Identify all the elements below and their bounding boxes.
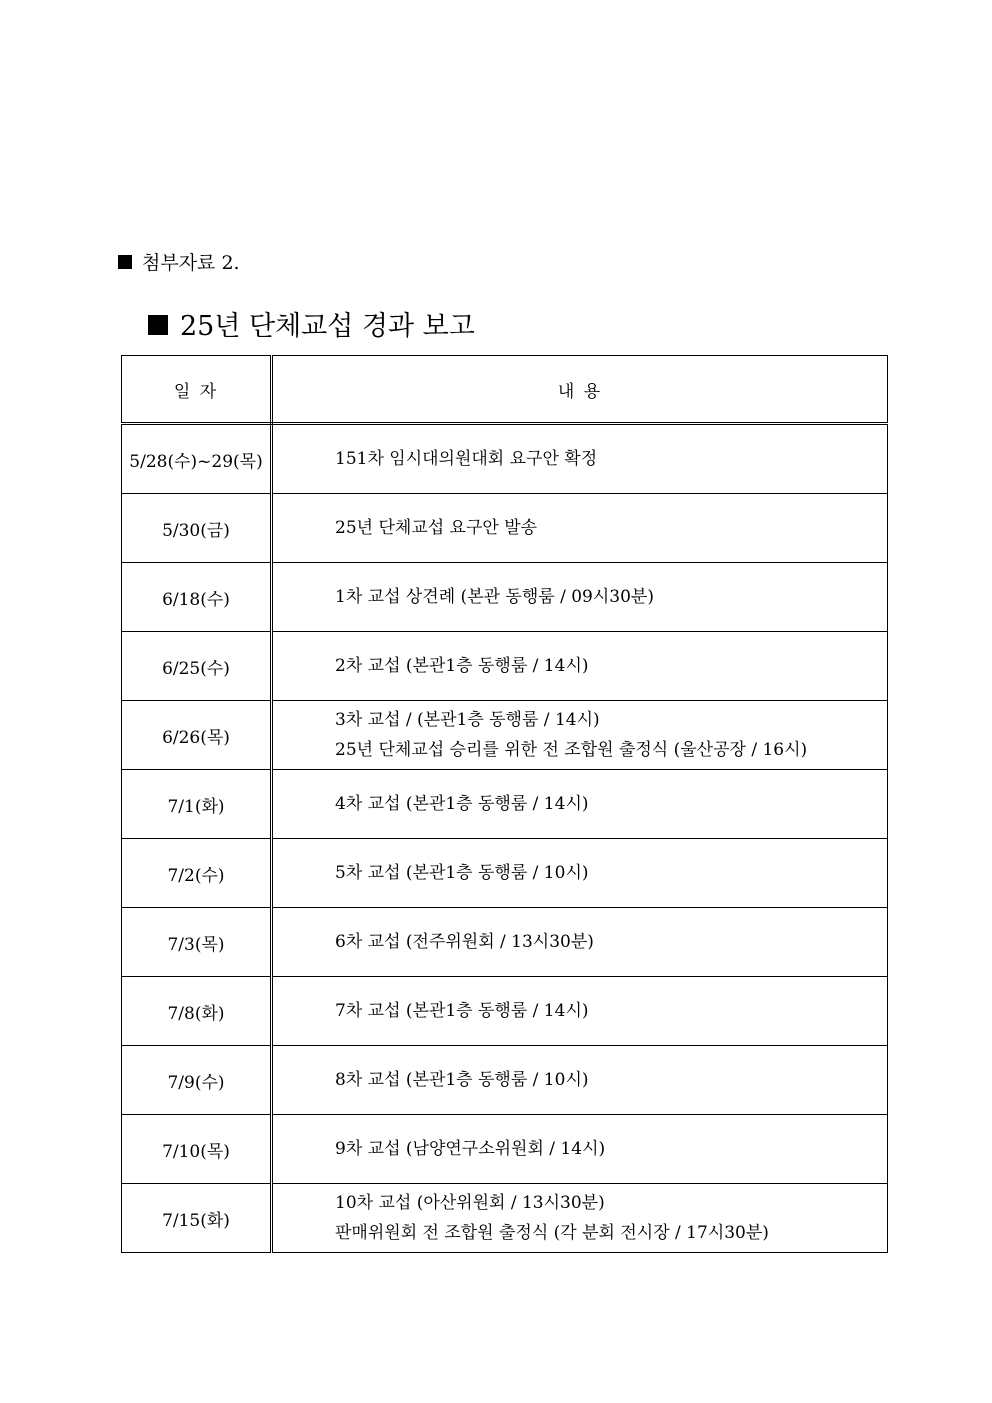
row-content-line: 8차 교섭 (본관1층 동행룸 / 10시): [335, 1070, 589, 1090]
row-content: [272, 1046, 888, 1115]
table-row: [122, 563, 888, 632]
row-content: [272, 1184, 888, 1253]
row-content: [272, 632, 888, 701]
row-content: [272, 977, 888, 1046]
table-row: [122, 839, 888, 908]
page-title-text: 25년 단체교섭 경과 보고: [180, 311, 475, 342]
row-content-line: 5차 교섭 (본관1층 동행룸 / 10시): [335, 863, 589, 883]
table-row: [122, 701, 888, 770]
row-date: 7/15(화): [122, 1184, 272, 1253]
row-content-line: 6차 교섭 (전주위원회 / 13시30분): [335, 932, 594, 952]
row-date: 5/28(수)~29(목): [122, 424, 272, 494]
row-content: [272, 839, 888, 908]
row-content-line: 판매위원회 전 조합원 출정식 (각 분회 전시장 / 17시30분): [335, 1223, 769, 1243]
square-bullet-icon: [148, 315, 168, 335]
table-row: [122, 977, 888, 1046]
square-bullet-icon: [118, 255, 132, 269]
table-row: [122, 770, 888, 839]
row-content: [272, 908, 888, 977]
row-date: 7/9(수): [122, 1046, 272, 1115]
header-content: 내 용: [272, 356, 888, 424]
row-date: 7/8(화): [122, 977, 272, 1046]
page-title: [148, 308, 475, 346]
row-content-line: 25년 단체교섭 승리를 위한 전 조합원 출정식 (울산공장 / 16시): [335, 740, 808, 760]
table-row: [122, 1184, 888, 1253]
table-body: [122, 424, 888, 1253]
row-content-line: 1차 교섭 상견례 (본관 동행룸 / 09시30분): [335, 587, 654, 607]
row-content: [272, 1115, 888, 1184]
row-content: [272, 424, 888, 494]
row-date: 6/26(목): [122, 701, 272, 770]
table-row: [122, 494, 888, 563]
table-row: [122, 632, 888, 701]
row-content-line: 9차 교섭 (남양연구소위원회 / 14시): [335, 1139, 606, 1159]
header-date: 일 자: [122, 356, 272, 424]
row-date: 6/25(수): [122, 632, 272, 701]
row-content-line: 4차 교섭 (본관1층 동행룸 / 14시): [335, 794, 589, 814]
table-row: [122, 1046, 888, 1115]
table-row: [122, 908, 888, 977]
row-content-line: 7차 교섭 (본관1층 동행룸 / 14시): [335, 1001, 589, 1021]
row-date: 5/30(금): [122, 494, 272, 563]
row-content-line: 3차 교섭 / (본관1층 동행룸 / 14시): [335, 710, 600, 730]
report-table: [121, 355, 888, 1253]
table-row: [122, 1115, 888, 1184]
attachment-label-text: 첨부자료 2.: [142, 252, 240, 274]
row-content: [272, 701, 888, 770]
row-date: 7/10(목): [122, 1115, 272, 1184]
row-date: 7/3(목): [122, 908, 272, 977]
row-content: [272, 770, 888, 839]
row-date: 7/2(수): [122, 839, 272, 908]
row-content: [272, 563, 888, 632]
row-date: 7/1(화): [122, 770, 272, 839]
row-content: [272, 494, 888, 563]
row-date: 6/18(수): [122, 563, 272, 632]
table-header-row: [122, 356, 888, 424]
table-row: [122, 424, 888, 494]
row-content-line: 10차 교섭 (아산위원회 / 13시30분): [335, 1193, 605, 1213]
row-content-line: 2차 교섭 (본관1층 동행룸 / 14시): [335, 656, 589, 676]
attachment-label: [118, 250, 240, 276]
row-content-line: 25년 단체교섭 요구안 발송: [335, 518, 538, 538]
row-content-line: 151차 임시대의원대회 요구안 확정: [335, 449, 598, 469]
